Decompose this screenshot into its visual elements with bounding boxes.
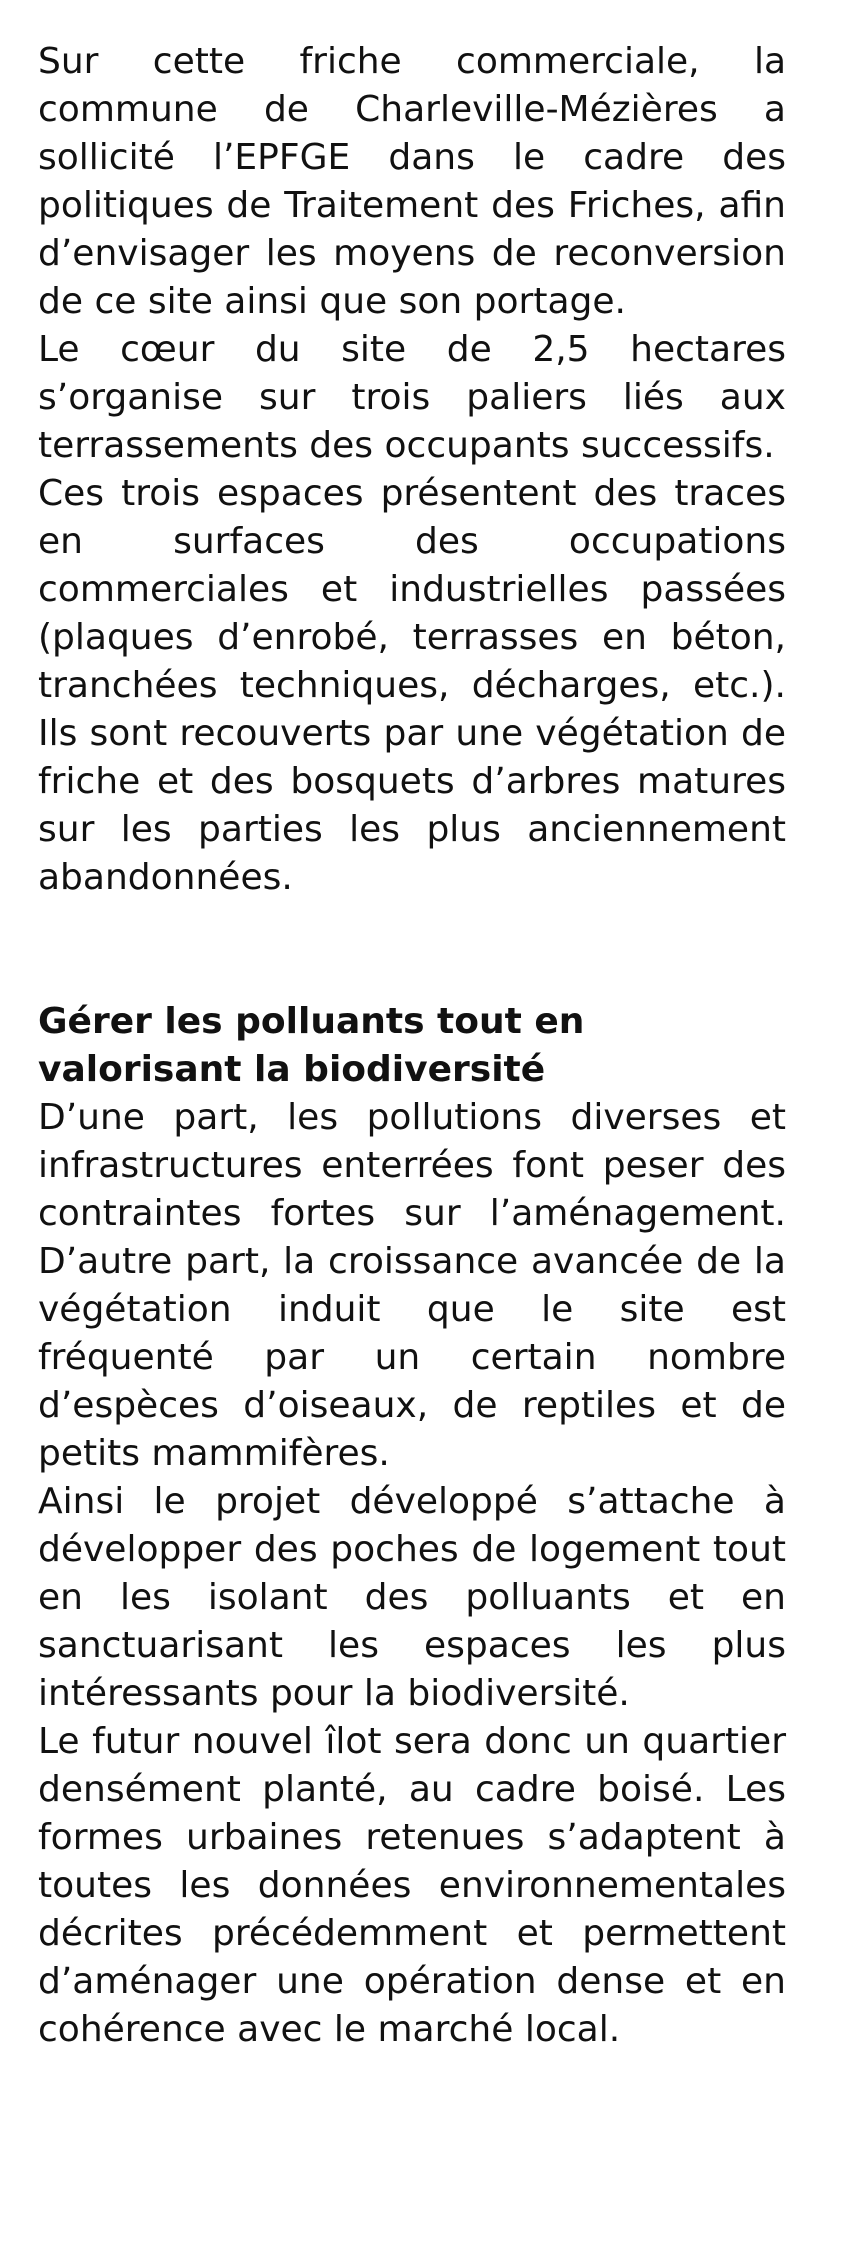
- section-paragraph-2: Ainsi le projet développé s’attache à développer des poches de logement tout en les isolant des polluants et en sanctuarisant les espaces les plus intéressants pour la biodiversité.: [38, 1481, 786, 1714]
- section-paragraph-3: Le futur nouvel îlot sera donc un quartier densément planté, au cadre boisé. Les formes urbaines retenues s’adaptent à toutes les données environnementales décrites précédemment et permettent d’aménager une opération dense et en cohérence avec le marché local.: [38, 1721, 786, 2050]
- section-spacer: [38, 902, 786, 998]
- intro-paragraph-2: Le cœur du site de 2,5 hectares s’organise sur trois paliers liés aux terrassements des occupants successifs.: [38, 329, 786, 466]
- intro-paragraph-3: Ces trois espaces présentent des traces en surfaces des occupations commerciales et industrielles passées (plaques d’enrobé, terrasses en béton, tranchées techniques, décharges, etc.). Ils sont recouverts par une végétation de friche et des bosquets d’arbres matures sur les parties les plus anciennement abandonnées.: [38, 473, 786, 898]
- section-paragraph-1: D’une part, les pollutions diverses et infrastructures enterrées font peser des contraintes fortes sur l’aménagement. D’autre part, la croissance avancée de la végétation induit que le site est fréquenté par un certain nombre d’espèces d’oiseaux, de reptiles et de petits mammifères.: [38, 1097, 786, 1474]
- article-body: [38, 38, 786, 2054]
- section-heading: Gérer les polluants tout en valorisant la biodiversité: [38, 1001, 585, 1090]
- intro-paragraph-1: Sur cette friche commerciale, la commune de Charleville-Mézières a sollicité l’EPFGE dans le cadre des politiques de Traitement des Friches, afin d’envisager les moyens de reconversion de ce site ainsi que son portage.: [38, 41, 786, 322]
